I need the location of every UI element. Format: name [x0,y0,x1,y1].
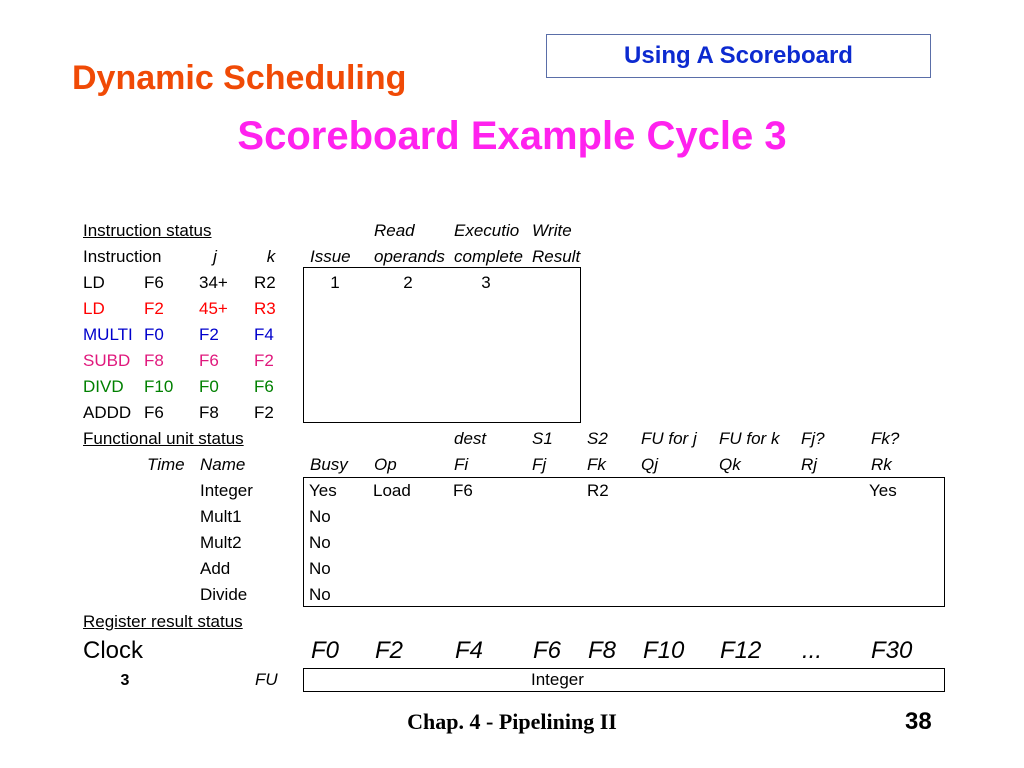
reg-f10: F10 [643,637,685,664]
fu-col-qk: Qk [719,455,741,474]
fu-fi: F6 [453,481,473,500]
fu-op: Load [373,481,411,500]
reg-f30: F30 [871,637,913,664]
instr-exec: 3 [481,273,491,292]
instr-dest: F8 [144,351,164,370]
register-status-heading: Register result status [83,612,243,631]
reg-fu-f6: Integer [531,670,584,689]
instr-dest: F2 [144,299,164,318]
instr-k: R3 [254,299,276,318]
instr-dest: F0 [144,325,164,344]
slide-subtitle: Scoreboard Example Cycle 3 [237,114,787,158]
fu-busy: No [309,559,331,578]
fu-fk: R2 [587,481,609,500]
reg-f0: F0 [311,637,340,664]
col-instruction-header: Instruction [83,247,162,266]
instr-k: R2 [254,273,276,292]
fu-col-fi: Fi [454,455,469,474]
fu-busy: No [309,507,331,526]
fu-busy: Yes [309,481,337,500]
instr-issue: 1 [330,273,340,292]
fu-name: Divide [200,585,248,604]
col-write-header-1: Write [532,221,572,240]
reg-f8: F8 [588,637,617,664]
instruction-status-heading: Instruction status [83,221,212,240]
footer-chapter: Chap. 4 - Pipelining II [407,709,617,734]
fu-col-fk: Fk? [871,429,900,448]
fu-rk: Yes [869,481,897,500]
fu-name: Integer [200,481,253,500]
instr-op: ADDD [83,403,132,422]
fu-name: Mult2 [200,533,242,552]
instr-op: LD [83,299,105,318]
fu-status-heading: Functional unit status [83,429,244,448]
col-read-header-2: operands [374,247,445,266]
page-number: 38 [905,708,932,735]
fu-col-op: Op [374,455,397,474]
fu-col-fu-k: FU for k [719,429,780,448]
instr-j: F2 [199,325,219,344]
fu-col-s2: S2 [587,429,608,448]
fu-col-fj: Fj? [801,429,825,448]
fu-col-name: Name [200,455,246,474]
fu-name: Mult1 [200,507,242,526]
instr-j: F6 [199,351,219,370]
slide-title: Dynamic Scheduling [72,59,407,97]
fu-col-rk: Rk [871,455,892,474]
reg-f6: F6 [533,637,562,664]
instr-read: 2 [403,273,413,292]
instr-op: DIVD [83,377,124,396]
fu-row-label: FU [255,670,278,689]
col-k-header: k [266,247,276,266]
fu-col-s1: S1 [532,429,553,448]
clock-label: Clock [83,637,144,664]
register-fu-box [303,668,945,692]
col-write-header-2: Result [532,247,581,266]
fu-col-qj: Qj [641,455,658,474]
fu-col-busy: Busy [310,455,348,474]
instr-dest: F6 [144,403,164,422]
reg-ellipsis: ... [802,637,823,664]
col-j-header: j [213,247,217,266]
fu-col-fj2: Fj [532,455,547,474]
instr-op: SUBD [83,351,131,370]
instr-op: MULTI [83,325,133,344]
fu-busy: No [309,585,331,604]
instr-op: LD [83,273,105,292]
instr-j: F8 [199,403,219,422]
clock-value: 3 [120,672,130,689]
instr-j: 34+ [199,273,228,292]
reg-f4: F4 [455,637,484,664]
reg-f12: F12 [720,637,762,664]
instr-dest: F6 [144,273,164,292]
col-exec-header-1: Executio [454,221,520,240]
fu-col-fu-j: FU for j [641,429,697,448]
instr-k: F2 [254,351,274,370]
section-label: Using A Scoreboard [546,34,931,78]
fu-col-time: Time [147,455,185,474]
instr-k: F4 [254,325,274,344]
instr-k: F6 [254,377,274,396]
fu-busy: No [309,533,331,552]
col-issue-header: Issue [310,247,351,266]
col-exec-header-2: complete [454,247,523,266]
fu-col-fk2: Fk [587,455,606,474]
col-read-header-1: Read [374,221,415,240]
fu-name: Add [200,559,231,578]
fu-col-dest: dest [454,429,487,448]
instr-k: F2 [254,403,274,422]
instr-j: 45+ [199,299,228,318]
instr-dest: F10 [144,377,174,396]
fu-col-rj: Rj [801,455,818,474]
reg-f2: F2 [375,637,404,664]
instr-j: F0 [199,377,219,396]
